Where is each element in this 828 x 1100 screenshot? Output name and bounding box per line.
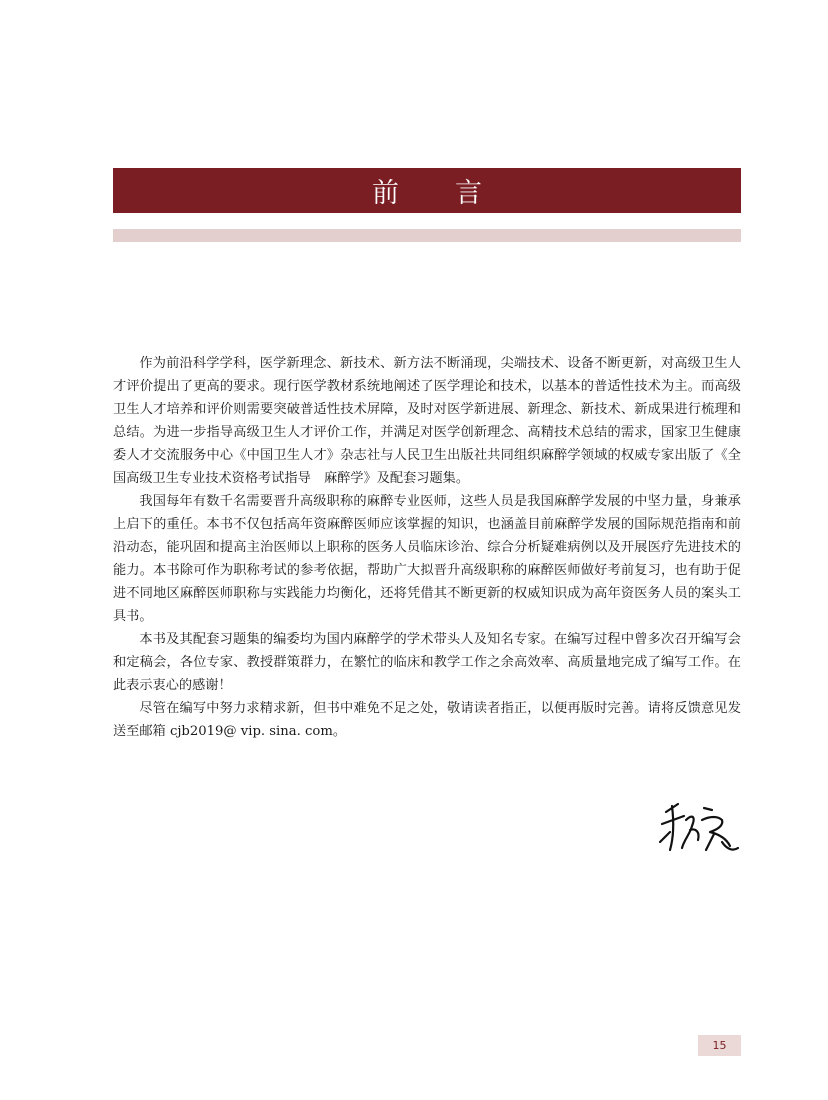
handwritten-signature [652,790,747,860]
paragraph-4: 尽管在编写中努力求精求新，但书中难免不足之处，敬请读者指正，以便再版时完善。请将反馈意见发送至邮箱 cjb2019@ vip. sina. com。 [113,701,741,739]
title-banner [113,168,741,213]
page-number: 15 [712,1039,727,1052]
page-number-badge [698,1035,741,1056]
paragraph-3: 本书及其配套习题集的编委均为国内麻醉学的学术带头人及知名专家。在编写过程中曾多次召开编写会和定稿会，各位专家、教授群策群力，在繁忙的临床和教学工作之余高效率、高质量地完成了编写工作。在此表示衷心的感谢！ [113,632,741,693]
paragraph-2: 我国每年有数千名需要晋升高级职称的麻醉专业医师，这些人员是我国麻醉学发展的中坚力量，身兼承上启下的重任。本书不仅包括高年资麻醉医师应该掌握的知识，也涵盖目前麻醉学发展的国际规范指南和前沿动态，能巩固和提高主治医师以上职称的医务人员临床诊治、综合分析疑难病例以及开展医疗先进技术的能力。本书除可作为职称考试的参考依据，帮助广大拟晋升高级职称的麻醉医师做好考前复习，也有助于促进不同地区麻醉医师职称与实践能力均衡化，还将凭借其不断更新的权威知识成为高年资医务人员的案头工具书。 [113,494,741,624]
page-title: 前言 [372,178,538,209]
decorative-strip [113,229,741,242]
paragraph-1: 作为前沿科学学科，医学新理念、新技术、新方法不断涌现，尖端技术、设备不断更新，对高级卫生人才评价提出了更高的要求。现行医学教材系统地阐述了医学理论和技术，以基本的普适性技术为主。而高级卫生人才培养和评价则需要突破普适性技术屏障，及时对医学新进展、新理念、新技术、新成果进行梳理和总结。为进一步指导高级卫生人才评价工作，并满足对医学创新理念、高精技术总结的需求，国家卫生健康委人才交流服务中心《中国卫生人才》杂志社与人民卫生出版社共同组织麻醉学领域的权威专家出版了《全国高级卫生专业技术资格考试指导 麻醉学》及配套习题集。 [113,356,741,486]
preface-body [113,352,741,743]
